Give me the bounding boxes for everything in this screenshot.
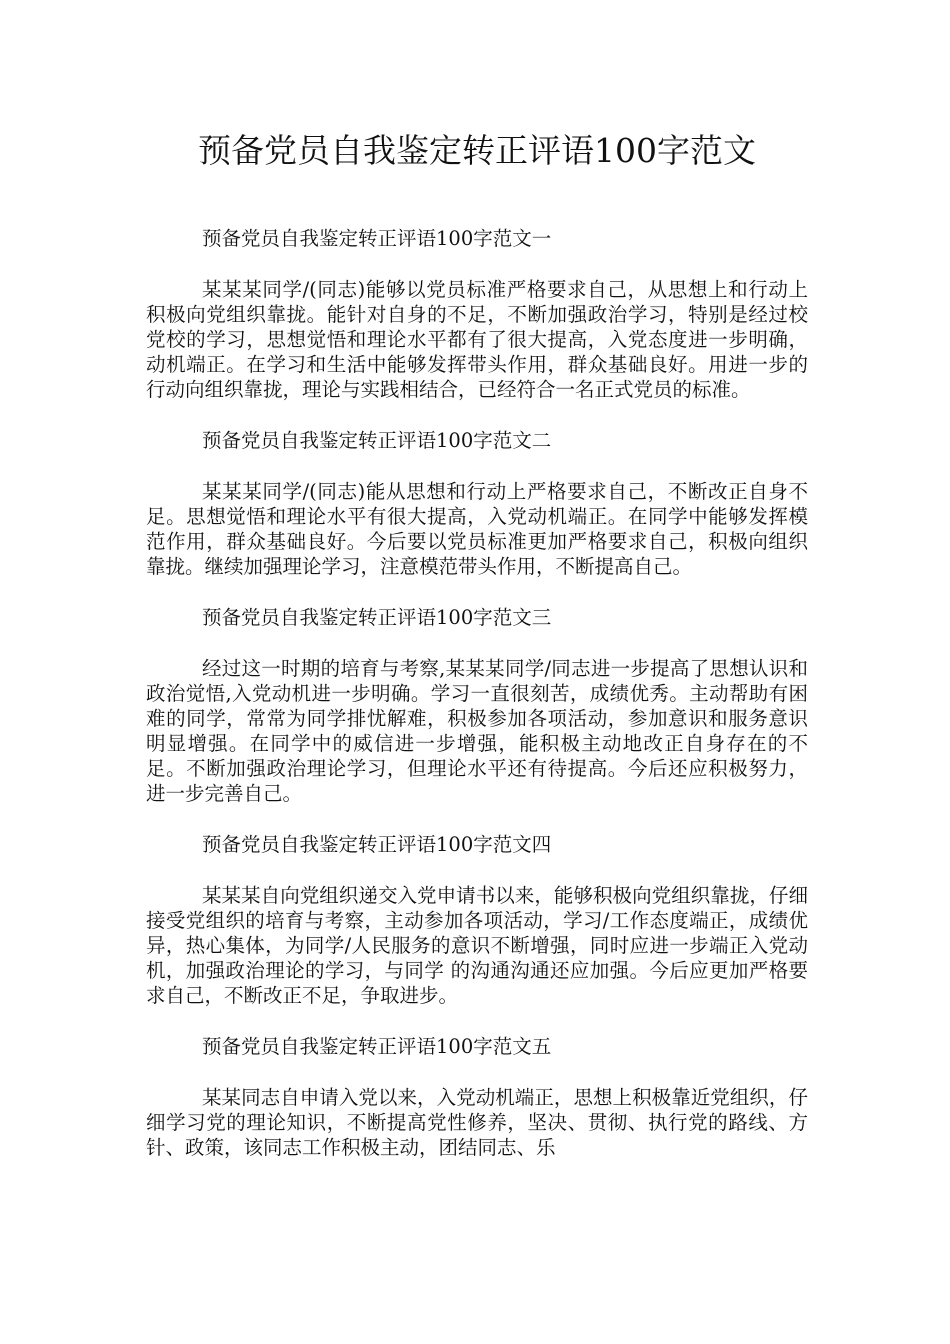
section-body: 某某同志自申请入党以来，入党动机端正，思想上积极靠近党组织，仔细学习党的理论知识，不断提高党性修养，坚决、贯彻、执行党的路线、方针、政策，该同志工作积极主动，团结同志、乐 [146, 1086, 808, 1159]
section-4 [146, 832, 808, 1008]
section-heading: 预备党员自我鉴定转正评语100字范文二 [202, 429, 552, 452]
section-body: 某某某同学/(同志)能够以党员标准严格要求自己，从思想上和行动上积极向党组织靠拢。能针对自身的不足，不断加强政治学习，特别是经过校党校的学习，思想觉悟和理论水平都有了很大提高，入党态度进一步明确，动机端正。在学习和生活中能够发挥带头作用，群众基础良好。用进一步的行动向组织靠拢，理论与实践相结合，已经符合一名正式党员的标准。 [146, 278, 808, 401]
section-5 [146, 1034, 808, 1160]
section-heading: 预备党员自我鉴定转正评语100字范文五 [202, 1035, 552, 1058]
section-body: 某某某同学/(同志)能从思想和行动上严格要求自己，不断改正自身不足。思想觉悟和理论水平有很大提高，入党动机端正。在同学中能够发挥模范作用，群众基础良好。今后要以党员标准更加严格要求自己，积极向组织靠拢。继续加强理论学习，注意模范带头作用，不断提高自己。 [146, 480, 808, 578]
section-body: 某某某自向党组织递交入党申请书以来，能够积极向党组织靠拢，仔细接受党组织的培育与考察，主动参加各项活动，学习/工作态度端正，成绩优异，热心集体，为同学/人民服务的意识不断增强，同时应进一步端正入党动机，加强政治理论的学习，与同学 的沟通沟通还应加强。今后应更加严格要求自己，不断改正不足，争取进步。 [146, 884, 808, 1007]
section-1 [146, 226, 808, 402]
document-title: 预备党员自我鉴定转正评语100字范文 [198, 131, 756, 170]
section-heading: 预备党员自我鉴定转正评语100字范文一 [202, 227, 552, 250]
section-body: 经过这一时期的培育与考察,某某某同学/同志进一步提高了思想认识和政治觉悟,入党动机进一步明确。学习一直很刻苦，成绩优秀。主动帮助有困难的同学，常常为同学排忧解难，积极参加各项活动，参加意识和服务意识明显增强。在同学中的威信进一步增强，能积极主动地改正自身存在的不足。不断加强政治理论学习，但理论水平还有待提高。今后还应积极努力，进一步完善自己。 [146, 657, 808, 805]
section-heading: 预备党员自我鉴定转正评语100字范文三 [202, 606, 552, 629]
document-page [146, 126, 808, 1160]
section-heading: 预备党员自我鉴定转正评语100字范文四 [202, 833, 552, 856]
section-3 [146, 605, 808, 806]
section-2 [146, 428, 808, 579]
